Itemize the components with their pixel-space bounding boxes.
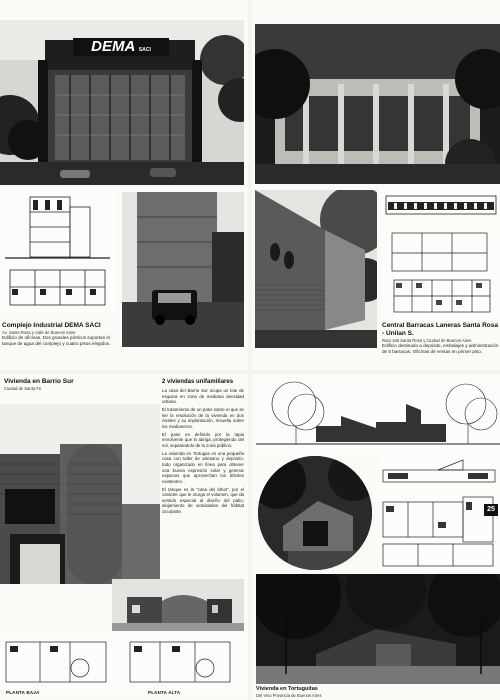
barracas-elevation-drawing bbox=[382, 190, 500, 220]
tortuguitas-title: Vivienda en Tortuguitas bbox=[256, 686, 318, 692]
viviendas-paragraph-4: La vivienda en Tortugas es una pequeña casa con taller de artesano y depósito, todo organizado en línea para obtener una buena expresión solar y generar espacios que aprovechan los árboles existentes. bbox=[162, 450, 244, 484]
viviendas-title: 2 viviendas unifamiliares bbox=[162, 379, 234, 385]
barrio-sur-caption bbox=[4, 378, 124, 391]
barracas-caption bbox=[382, 322, 500, 354]
dema-caption bbox=[2, 322, 120, 346]
dema-caption-title: Complejo Industrial DEMA SACI bbox=[2, 322, 101, 329]
tortuguitas-house-photo bbox=[256, 574, 500, 684]
page-top-right bbox=[252, 0, 500, 370]
tortuguitas-elevation-drawing bbox=[378, 456, 500, 488]
tortuguitas-plan-drawing bbox=[378, 492, 500, 572]
barrio-sur-model-photo bbox=[112, 579, 244, 631]
dema-sign bbox=[73, 38, 169, 56]
planta-baja-label: PLANTA BAJA bbox=[6, 690, 40, 695]
planta-alta-label: PLANTA ALTA bbox=[148, 690, 181, 695]
tortuguitas-section-drawing bbox=[256, 374, 500, 454]
dema-caption-body: Edificio de oficinas. Dos grandes pórticos soportan el tanque de agua del complejo y cuatro pisos elegidos. bbox=[2, 335, 111, 346]
barracas-caption-subtitle: Ruta 168 Santa Rosa y Ciudad de Buenos Aires bbox=[382, 338, 472, 343]
dema-caption-subtitle: Av. Sante Rosa y calle de Buenos Aires bbox=[2, 330, 76, 335]
barrio-sur-house-photo bbox=[0, 404, 160, 584]
tortuguitas-badge: 25 bbox=[484, 504, 498, 516]
dema-sign-small: SACI bbox=[138, 47, 151, 53]
viviendas-text-column bbox=[162, 378, 244, 517]
barracas-caption-title: Central Barracas Laneras Santa Rosa - Unilan S. bbox=[382, 322, 498, 337]
viviendas-paragraph-3: El patio es definido por la tapia envolvente que lo abriga, protegiendo del sol, separándolo de la zona pública. bbox=[162, 431, 244, 448]
barrio-sur-plans bbox=[0, 636, 244, 696]
dema-section-drawing bbox=[0, 192, 118, 312]
barrio-sur-subtitle: Ciudad de Santa Fe bbox=[4, 386, 42, 391]
barracas-caption-body: Edificio destinado a depósito, embalajes y administración de 5 barracas. Oficinas de ventas en primer piso. bbox=[382, 343, 499, 354]
viviendas-paragraph-1: La casa del Barrio Sur ocupa un lote de esquina en zona de mediana densidad urbana. bbox=[162, 388, 244, 405]
viviendas-paragraph-5: El tanque es la "casa del árbol", por el carácter que le otorga el volumen, que da sentido especial al diseño del patio, alojamiento de actividades del hábitat circulante. bbox=[162, 486, 244, 515]
barrio-sur-title: Vivienda en Barrio Sur bbox=[4, 378, 74, 385]
barracas-building-photo bbox=[255, 24, 500, 184]
barracas-brick-photo bbox=[255, 190, 377, 348]
dema-sign-text: DEMA bbox=[91, 38, 135, 55]
viviendas-paragraph-2: El tratamiento de un patio sobre el que se lee la resolución de la vivienda en dos niveles y su implantación, resuelta sobre los medianeros. bbox=[162, 406, 244, 429]
tortuguitas-circular-photo bbox=[258, 456, 372, 570]
page-top-left bbox=[0, 0, 248, 370]
tortuguitas-caption bbox=[256, 686, 436, 698]
barracas-plan-drawing bbox=[382, 228, 500, 320]
tortuguitas-subtitle: Del Viso Provincia de Buenos Aires bbox=[256, 692, 322, 698]
dema-street-photo bbox=[122, 192, 244, 347]
page-bottom-left bbox=[0, 374, 248, 700]
page-bottom-right bbox=[252, 374, 500, 700]
